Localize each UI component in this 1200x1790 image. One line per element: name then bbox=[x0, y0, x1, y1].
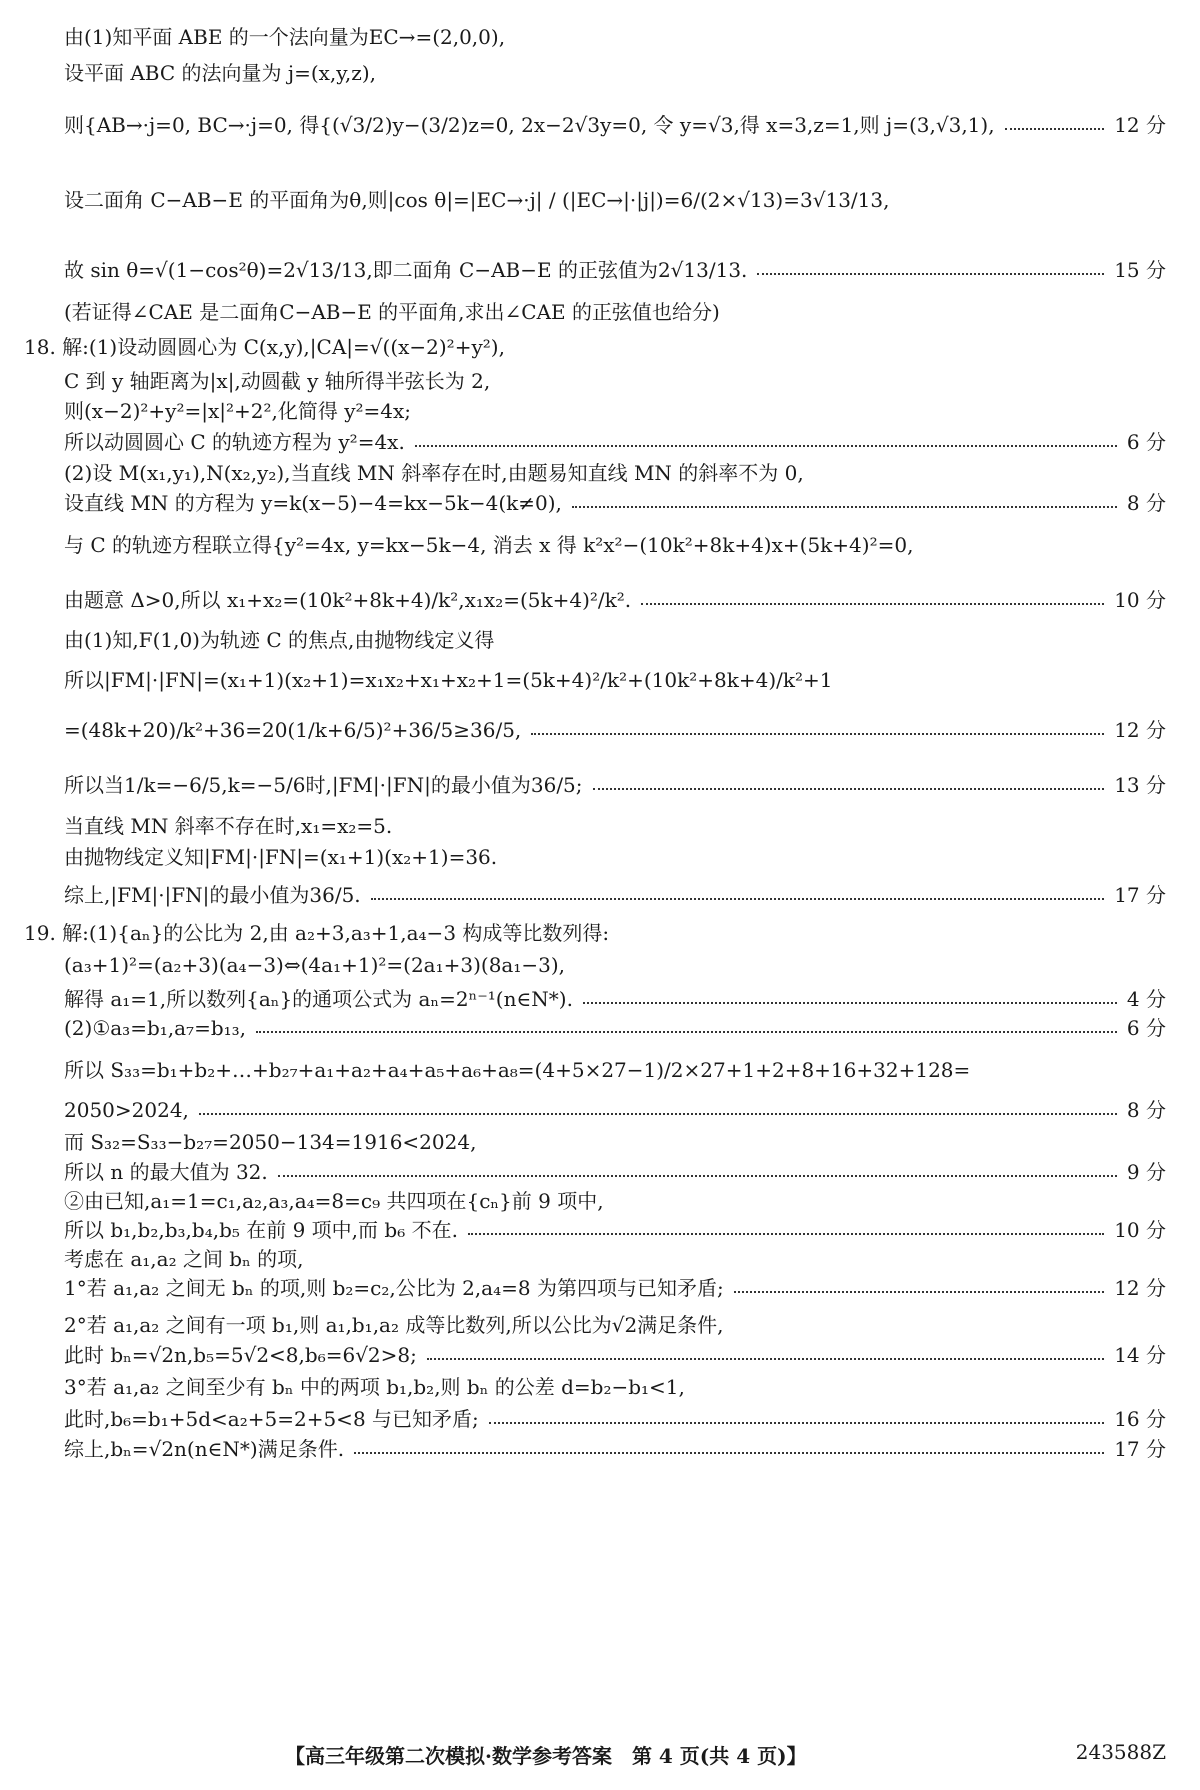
score-label: 12 分 bbox=[1114, 718, 1166, 742]
score-label: 17 分 bbox=[1114, 883, 1166, 907]
answer-line bbox=[64, 1310, 1166, 1340]
line-text: 设直线 MN 的方程为 y=k(x−5)−4=kx−5k−4(k≠0), bbox=[64, 491, 562, 515]
answer-line bbox=[64, 185, 1166, 215]
score-label: 8 分 bbox=[1126, 491, 1166, 515]
line-text: 故 sin θ=√(1−cos²θ)=2√13/13,即二面角 C−AB−E 的正弦值为2√13/13. bbox=[64, 258, 748, 282]
answer-line bbox=[64, 22, 1166, 52]
leader-dots bbox=[354, 1452, 1104, 1454]
line-text: (a₃+1)²=(a₂+3)(a₄−3)⇔(4a₁+1)²=(2a₁+3)(8a₁−3), bbox=[64, 953, 566, 977]
answer-line bbox=[64, 1186, 1166, 1216]
leader-dots bbox=[199, 1113, 1117, 1115]
answer-line bbox=[64, 1013, 1166, 1043]
line-text: C 到 y 轴距离为|x|,动圆截 y 轴所得半弦长为 2, bbox=[64, 369, 491, 393]
answer-line bbox=[64, 770, 1166, 800]
answer-line bbox=[64, 110, 1166, 140]
answer-line bbox=[64, 1055, 1166, 1085]
score-label: 10 分 bbox=[1114, 1218, 1166, 1242]
line-text: 所以当1/k=−6/5,k=−5/6时,|FM|·|FN|的最小值为36/5; bbox=[64, 773, 583, 797]
answer-line bbox=[64, 665, 1166, 695]
score-label: 12 分 bbox=[1114, 1276, 1166, 1300]
answer-line bbox=[64, 1095, 1166, 1125]
answer-line bbox=[64, 1372, 1166, 1402]
answer-line bbox=[64, 1340, 1166, 1370]
answer-line bbox=[64, 396, 1166, 426]
leader-dots bbox=[641, 603, 1104, 605]
answer-line bbox=[64, 842, 1166, 872]
line-text: 综上,|FM|·|FN|的最小值为36/5. bbox=[64, 883, 361, 907]
answer-line bbox=[64, 811, 1166, 841]
score-label: 12 分 bbox=[1114, 113, 1166, 137]
score-label: 6 分 bbox=[1126, 430, 1166, 454]
line-text: (2)①a₃=b₁,a₇=b₁₃, bbox=[64, 1016, 247, 1040]
leader-dots bbox=[572, 506, 1117, 508]
line-text: 由(1)知,F(1,0)为轨迹 C 的焦点,由抛物线定义得 bbox=[64, 628, 495, 652]
leader-dots bbox=[583, 1002, 1117, 1004]
line-text: 此时 bₙ=√2n,b₅=5√2<8,b₆=6√2>8; bbox=[64, 1343, 417, 1367]
line-text: 而 S₃₂=S₃₃−b₂₇=2050−134=1916<2024, bbox=[64, 1130, 477, 1154]
answer-line bbox=[24, 332, 1166, 362]
line-text: 18. 解:(1)设动圆圆心为 C(x,y),|CA|=√((x−2)²+y²), bbox=[24, 335, 505, 359]
answer-line bbox=[64, 1404, 1166, 1434]
line-text: 此时,b₆=b₁+5d<a₂+5=2+5<8 与已知矛盾; bbox=[64, 1407, 479, 1431]
line-text: 所以 S₃₃=b₁+b₂+…+b₂₇+a₁+a₂+a₄+a₅+a₆+a₈=(4+5×27−1)/2×27+1+2+8+16+32+128= bbox=[64, 1058, 971, 1082]
answer-line bbox=[64, 427, 1166, 457]
answer-line bbox=[64, 880, 1166, 910]
line-text: 所以动圆圆心 C 的轨迹方程为 y²=4x. bbox=[64, 430, 405, 454]
answer-line bbox=[64, 1273, 1166, 1303]
leader-dots bbox=[489, 1422, 1104, 1424]
leader-dots bbox=[278, 1175, 1117, 1177]
line-text: 综上,bₙ=√2n(n∈N*)满足条件. bbox=[64, 1437, 345, 1461]
answer-line bbox=[64, 950, 1166, 980]
answer-line bbox=[64, 625, 1166, 655]
line-text: =(48k+20)/k²+36=20(1/k+6/5)²+36/5≥36/5, bbox=[64, 718, 522, 742]
footer-title: 【高三年级第二次模拟·数学参考答案 第 4 页(共 4 页)】 bbox=[285, 1744, 807, 1768]
answer-line bbox=[64, 458, 1166, 488]
answer-line bbox=[64, 1215, 1166, 1245]
answer-line bbox=[64, 1127, 1166, 1157]
leader-dots bbox=[468, 1233, 1104, 1235]
leader-dots bbox=[1005, 128, 1105, 130]
line-text: 所以 b₁,b₂,b₃,b₄,b₅ 在前 9 项中,而 b₆ 不在. bbox=[64, 1218, 458, 1242]
answer-line bbox=[64, 255, 1166, 285]
line-text: 解得 a₁=1,所以数列{aₙ}的通项公式为 aₙ=2ⁿ⁻¹(n∈N*). bbox=[64, 987, 573, 1011]
line-text: 3°若 a₁,a₂ 之间至少有 bₙ 中的两项 b₁,b₂,则 bₙ 的公差 d=b₂−b₁<1, bbox=[64, 1375, 685, 1399]
footer-code: 243588Z bbox=[1075, 1740, 1166, 1764]
line-text: 由(1)知平面 ABE 的一个法向量为EC→=(2,0,0), bbox=[64, 25, 506, 49]
score-label: 14 分 bbox=[1114, 1343, 1166, 1367]
line-text: 19. 解:(1){aₙ}的公比为 2,由 a₂+3,a₃+1,a₄−3 构成等比数列得: bbox=[24, 921, 610, 945]
line-text: 所以 n 的最大值为 32. bbox=[64, 1160, 268, 1184]
line-text: (若证得∠CAE 是二面角C−AB−E 的平面角,求出∠CAE 的正弦值也给分) bbox=[64, 300, 720, 324]
answer-line bbox=[64, 366, 1166, 396]
line-text: 2050>2024, bbox=[64, 1098, 189, 1122]
line-text: 则{AB→·j=0, BC→·j=0, 得{(√3/2)y−(3/2)z=0, 2x−2√3y=0, 令 y=√3,得 x=3,z=1,则 j=(3,√3,1), bbox=[64, 113, 995, 137]
answer-line bbox=[64, 585, 1166, 615]
score-label: 13 分 bbox=[1114, 773, 1166, 797]
leader-dots bbox=[531, 733, 1104, 735]
answer-line bbox=[24, 918, 1166, 948]
line-text: 所以|FM|·|FN|=(x₁+1)(x₂+1)=x₁x₂+x₁+x₂+1=(5k+4)²/k²+(10k²+8k+4)/k²+1 bbox=[64, 668, 833, 692]
score-label: 17 分 bbox=[1114, 1437, 1166, 1461]
leader-dots bbox=[757, 273, 1104, 275]
line-text: 2°若 a₁,a₂ 之间有一项 b₁,则 a₁,b₁,a₂ 成等比数列,所以公比为√2满足条件, bbox=[64, 1313, 724, 1337]
line-text: 由题意 Δ>0,所以 x₁+x₂=(10k²+8k+4)/k²,x₁x₂=(5k+4)²/k². bbox=[64, 588, 632, 612]
answer-line bbox=[64, 715, 1166, 745]
answer-line bbox=[64, 1157, 1166, 1187]
score-label: 16 分 bbox=[1114, 1407, 1166, 1431]
line-text: 与 C 的轨迹方程联立得{y²=4x, y=kx−5k−4, 消去 x 得 k²x²−(10k²+8k+4)x+(5k+4)²=0, bbox=[64, 533, 914, 557]
line-text: 由抛物线定义知|FM|·|FN|=(x₁+1)(x₂+1)=36. bbox=[64, 845, 498, 869]
answer-line bbox=[64, 530, 1166, 560]
line-text: ②由已知,a₁=1=c₁,a₂,a₃,a₄=8=c₉ 共四项在{cₙ}前 9 项中, bbox=[64, 1189, 604, 1213]
score-label: 4 分 bbox=[1126, 987, 1166, 1011]
leader-dots bbox=[415, 445, 1117, 447]
line-text: 1°若 a₁,a₂ 之间无 bₙ 的项,则 b₂=c₂,公比为 2,a₄=8 为第四项与已知矛盾; bbox=[64, 1276, 724, 1300]
answer-line bbox=[64, 984, 1166, 1014]
score-label: 8 分 bbox=[1126, 1098, 1166, 1122]
answer-line bbox=[64, 1434, 1166, 1464]
leader-dots bbox=[256, 1031, 1117, 1033]
line-text: 设二面角 C−AB−E 的平面角为θ,则|cos θ|=|EC→·j| / (|EC→|·|j|)=6/(2×√13)=3√13/13, bbox=[64, 188, 890, 212]
line-text: 考虑在 a₁,a₂ 之间 bₙ 的项, bbox=[64, 1247, 304, 1271]
answer-line bbox=[64, 488, 1166, 518]
leader-dots bbox=[593, 788, 1105, 790]
score-label: 15 分 bbox=[1114, 258, 1166, 282]
leader-dots bbox=[371, 898, 1105, 900]
page-footer bbox=[0, 1740, 1200, 1770]
line-text: 则(x−2)²+y²=|x|²+2²,化简得 y²=4x; bbox=[64, 399, 412, 423]
leader-dots bbox=[427, 1358, 1104, 1360]
answer-line bbox=[64, 58, 1166, 88]
line-text: 当直线 MN 斜率不存在时,x₁=x₂=5. bbox=[64, 814, 393, 838]
answer-line bbox=[64, 1244, 1166, 1274]
leader-dots bbox=[734, 1291, 1105, 1293]
score-label: 9 分 bbox=[1126, 1160, 1166, 1184]
line-text: (2)设 M(x₁,y₁),N(x₂,y₂),当直线 MN 斜率存在时,由题易知直线 MN 的斜率不为 0, bbox=[64, 461, 804, 485]
score-label: 10 分 bbox=[1114, 588, 1166, 612]
score-label: 6 分 bbox=[1126, 1016, 1166, 1040]
line-text: 设平面 ABC 的法向量为 j=(x,y,z), bbox=[64, 61, 376, 85]
answer-line bbox=[64, 297, 1166, 327]
